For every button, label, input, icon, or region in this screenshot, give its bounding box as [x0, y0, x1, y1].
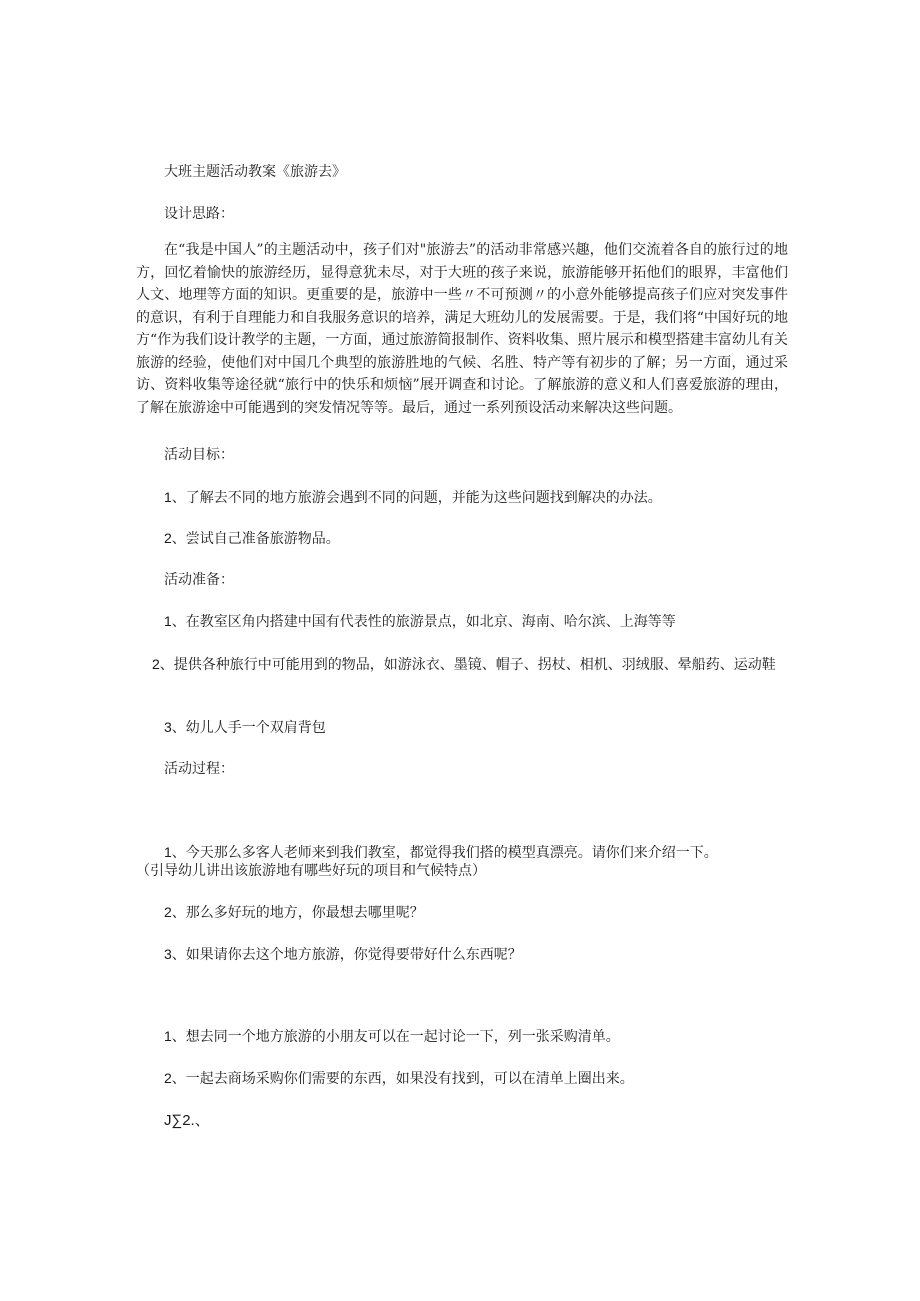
goals-heading: 活动目标： — [164, 447, 234, 463]
process-item: 2、那么多好玩的地方，你最想去哪里呢？ — [164, 904, 424, 920]
prep-heading: 活动准备： — [164, 572, 234, 588]
process-item: 1、想去同一个地方旅游的小朋友可以在一起讨论一下，列一张采购清单。 — [164, 1028, 620, 1044]
trailing-fragment: J∑2.、 — [164, 1112, 210, 1129]
document-title: 大班主题活动教案《旅游去》 — [164, 164, 346, 180]
process-item: 3、如果请你去这个地方旅游，你觉得要带好什么东西呢？ — [164, 946, 522, 962]
design-paragraph: 在“我是中国人”的主题活动中，孩子们对"旅游去”的活动非常感兴趣，他们交流着各自的旅行过的地方，回忆着愉快的旅游经历，显得意犹未尽，对于大班的孩子来说，旅游能够开拓他们的眼界，丰富他们人文、地理等方面的知识。更重要的是，旅游中一些〃不可预测〃的小意外能够提高孩子们应对突发事件的意识，有利于自理能力和自我服务意识的培养，满足大班幼儿的发展需要。于是，我们将“中国好玩的地方“作为我们设计教学的主题，一方面，通过旅游简报制作、资料收集、照片展示和模型搭建丰富幼儿有关旅游的经验，使他们对中国几个典型的旅游胜地的气候、名胜、特产等有初步的了解；另一方面，通过采访、资料收集等途径就“旅行中的快乐和烦恼”展开调查和讨论。了解旅游的意义和人们喜爱旅游的理由，了解在旅游途中可能遇到的突发情况等等。最后，通过一系列预设活动来解决这些问题。 — [136, 242, 788, 416]
process-heading: 活动过程： — [164, 761, 234, 777]
design-heading: 设计思路： — [164, 206, 234, 222]
prep-item: 2、提供各种旅行中可能用到的物品，如游泳衣、墨镜、帽子、拐杖、相机、羽绒服、晕船药、运动鞋 — [152, 656, 776, 672]
goal-item: 1、了解去不同的地方旅游会遇到不同的问题，并能为这些问题找到解决的办法。 — [164, 489, 662, 505]
goal-item: 2、尝试自己准备旅游物品。 — [164, 530, 340, 546]
prep-item: 3、幼儿人手一个双肩背包 — [164, 719, 326, 735]
prep-item: 1、在教室区角内搭建中国有代表性的旅游景点，如北京、海南、哈尔滨、上海等等 — [164, 613, 676, 629]
process-item: 1、今天那么多客人老师来到我们教室，都觉得我们搭的模型真漂亮。请你们来介绍一下。 — [164, 844, 718, 860]
process-item-note: （引导幼儿讲出该旅游地有哪些好玩的项目和气候特点） — [136, 863, 486, 879]
process-item: 2、一起去商场采购你们需要的东西，如果没有找到，可以在清单上圈出来。 — [164, 1070, 634, 1086]
